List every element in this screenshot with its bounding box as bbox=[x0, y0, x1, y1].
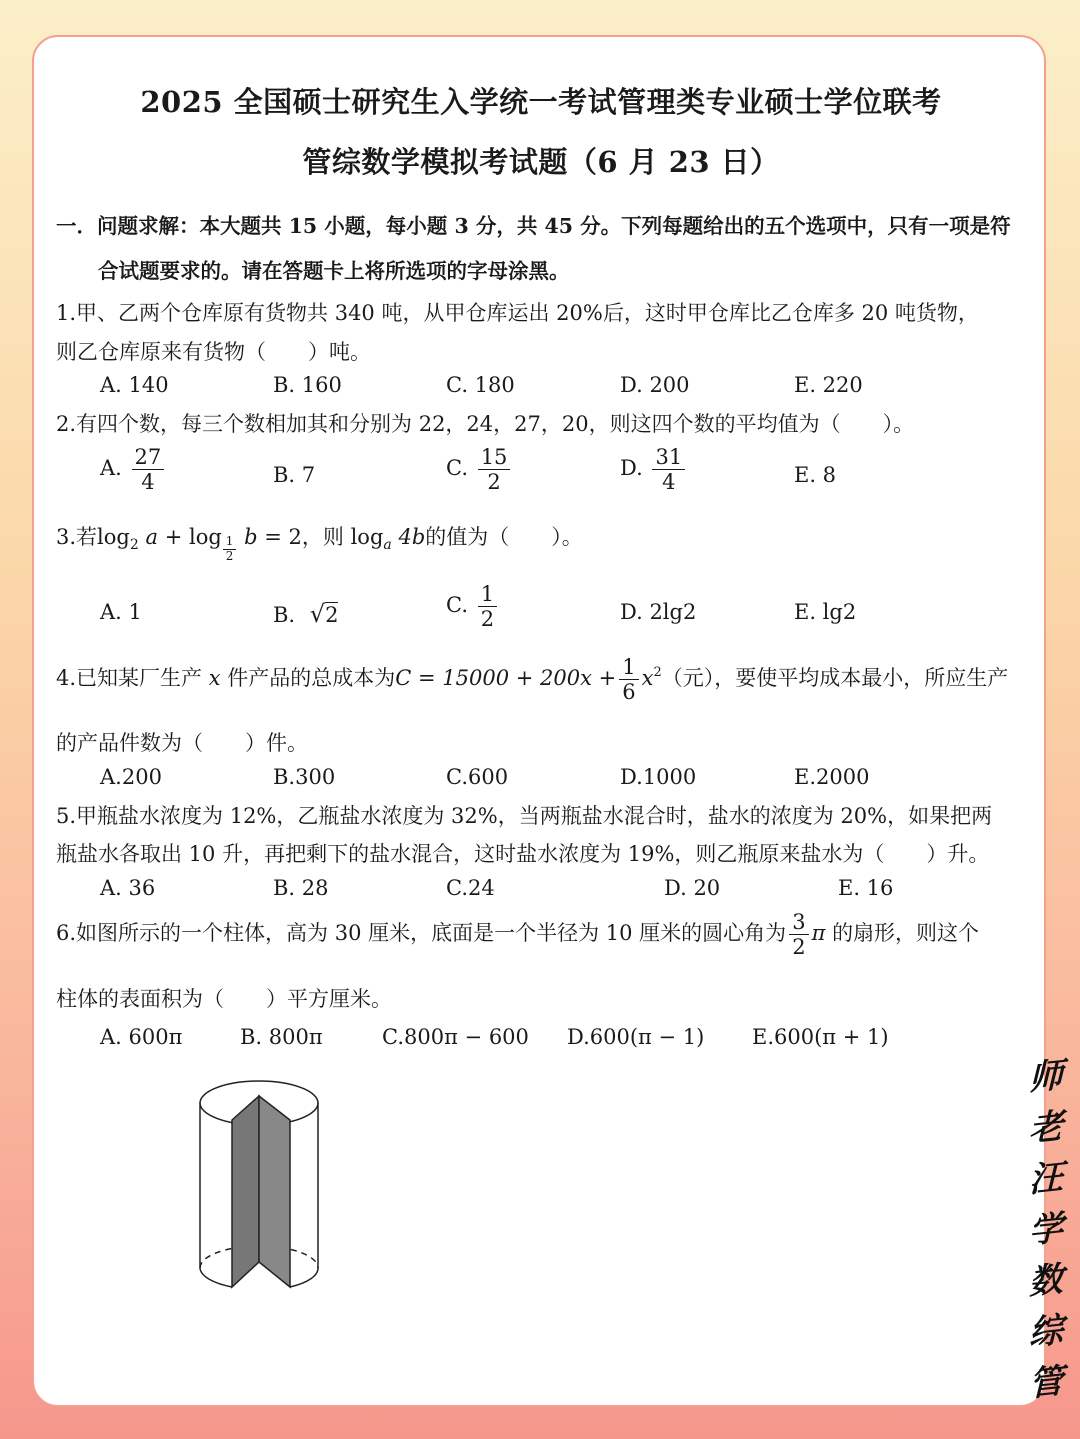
q2-option-d: D. $\frac{31}{4}$ bbox=[620, 445, 688, 494]
signature-char-3: 汪 bbox=[1029, 1157, 1063, 1201]
q1-option-d: D. 200 bbox=[620, 373, 690, 397]
title-line-2: 管综数学模拟考试题（6 月 23 日） bbox=[302, 145, 780, 179]
cylinder-bottom-arc-right bbox=[290, 1268, 318, 1287]
q2-option-e: E. 8 bbox=[794, 463, 837, 487]
title-line-1: 2025 全国硕士研究生入学统一考试管理类专业硕士学位联考 bbox=[140, 85, 942, 119]
cut-face-left bbox=[232, 1096, 259, 1287]
signature-char-5: 数 bbox=[1029, 1259, 1063, 1303]
signature-char-2: 老 bbox=[1029, 1106, 1063, 1150]
q3-stem: 3.若$\log_2 a + \log$ $\frac{1}{2}$ b = 2，则 $\log_a 4b$的值为（ ）。 bbox=[56, 525, 583, 563]
q4-option-e: E.2000 bbox=[794, 765, 870, 789]
q4-option-b: B.300 bbox=[273, 765, 336, 789]
section-instruction-2: 合试题要求的。请在答题卡上将所选项的字母涂黑。 bbox=[98, 259, 570, 283]
q3-option-d: D. 2lg2 bbox=[620, 600, 697, 624]
cylinder-figure bbox=[189, 1073, 329, 1299]
cut-face-right bbox=[259, 1096, 290, 1287]
section-instruction-1: 一．问题求解：本大题共 15 小题，每小题 3 分，共 45 分。下列每题给出的五个选项中，只有一项是符 bbox=[56, 214, 1011, 238]
q3-option-b: B. √2 bbox=[273, 600, 339, 628]
q1-option-c: C. 180 bbox=[446, 373, 515, 397]
q1-option-b: B. 160 bbox=[273, 373, 342, 397]
q4-option-a: A.200 bbox=[100, 765, 162, 789]
cylinder-bottom-arc-left bbox=[200, 1268, 232, 1287]
q4-option-d: D.1000 bbox=[620, 765, 697, 789]
q1-option-e: E. 220 bbox=[794, 373, 863, 397]
q6-line-2: 柱体的表面积为（ ）平方厘米。 bbox=[56, 987, 392, 1011]
q2-option-a: A. $\frac{27}{4}$ bbox=[100, 445, 167, 494]
q1-line-1: 1.甲、乙两个仓库原有货物共 340 吨，从甲仓库运出 20%后，这时甲仓库比乙仓库多 20 吨货物， bbox=[56, 301, 979, 325]
q2-option-c: C. $\frac{15}{2}$ bbox=[446, 445, 513, 494]
signature-char-6: 综 bbox=[1029, 1310, 1063, 1354]
signature-char-1: 师 bbox=[1029, 1055, 1063, 1099]
q6-option-b: B. 800π bbox=[240, 1025, 323, 1049]
sqrt-symbol: √ bbox=[309, 600, 326, 628]
q5-line-2: 瓶盐水各取出 10 升，再把剩下的盐水混合，这时盐水浓度为 19%，则乙瓶原来盐水为（ ）升。 bbox=[56, 842, 990, 866]
q5-line-1: 5.甲瓶盐水浓度为 12%，乙瓶盐水浓度为 32%，当两瓶盐水混合时，盐水的浓度为 20%，如果把两 bbox=[56, 804, 993, 828]
q5-option-e: E. 16 bbox=[838, 876, 894, 900]
q6-option-d: D.600(π − 1) bbox=[567, 1025, 705, 1049]
q4-option-c: C.600 bbox=[446, 765, 509, 789]
q5-option-d: D. 20 bbox=[664, 876, 721, 900]
q6-option-a: A. 600π bbox=[100, 1025, 183, 1049]
q5-option-c: C.24 bbox=[446, 876, 495, 900]
q3-option-e: E. lg2 bbox=[794, 600, 857, 624]
q2-option-b: B. 7 bbox=[273, 463, 316, 487]
q1-line-2: 则乙仓库原来有货物（ ）吨。 bbox=[56, 340, 371, 364]
q1-option-a: A. 140 bbox=[100, 373, 169, 397]
q4-stem: 4.已知某厂生产 x 件产品的总成本为C = 15000 + 200x + $\frac{1}{6}$ $x^2$（元），要使平均成本最小，所应生产 bbox=[56, 655, 1009, 705]
q6-option-e: E.600(π + 1) bbox=[752, 1025, 889, 1049]
q6-stem: 6.如图所示的一个柱体，高为 30 厘米，底面是一个半径为 10 厘米的圆心角为 $\frac{3}{2}$ π 的扇形，则这个 bbox=[56, 910, 980, 960]
q5-option-b: B. 28 bbox=[273, 876, 329, 900]
exam-paper bbox=[32, 35, 1046, 1407]
q2-stem: 2.有四个数，每三个数相加其和分别为 22，24，27，20，则这四个数的平均值为（ ）。 bbox=[56, 412, 915, 436]
q3-option-a: A. 1 bbox=[100, 600, 142, 624]
signature bbox=[1018, 1057, 1074, 1403]
q5-option-a: A. 36 bbox=[100, 876, 156, 900]
signature-char-4: 学 bbox=[1029, 1208, 1063, 1252]
signature-char-7: 管 bbox=[1029, 1361, 1063, 1405]
q6-option-c: C.800π − 600 bbox=[382, 1025, 529, 1049]
q3-option-c: C. $\frac{1}{2}$ bbox=[446, 582, 500, 631]
q4-line-2: 的产品件数为（ ）件。 bbox=[56, 731, 308, 755]
